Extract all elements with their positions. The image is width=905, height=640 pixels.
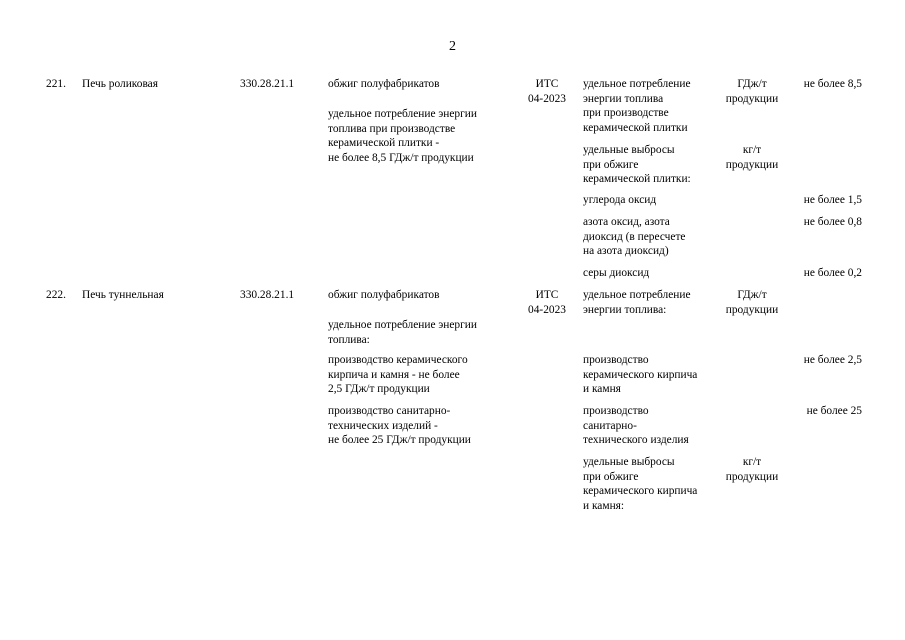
indicator-unit: кг/т продукции [725,456,779,483]
indicator-value: не более 0,8 [803,216,862,228]
indicator-value: не более 2,5 [803,354,862,366]
indicator-unit: ГДж/т продукции [725,78,779,105]
indicator-text: производство керамического кирпича и камня [583,354,698,396]
row-number: 222. [46,289,66,301]
reference-document: ИТС 04-2023 [528,289,566,316]
indicator-value: не более 25 [806,405,862,417]
process-description: удельное потребление энергии топлива при производстве керамической плитки - не более 8,5 ГДж/т продукции [328,108,477,164]
indicator-text: углерода оксид [583,194,657,206]
equipment-code: 330.28.21.1 [240,289,295,301]
process-title: обжиг полуфабрикатов [328,289,440,301]
equipment-code: 330.28.21.1 [240,78,295,90]
indicator-text: удельные выбросы при обжиге керамической плитки: [583,144,691,186]
indicator-unit: кг/т продукции [725,144,779,171]
indicator-text: азота оксид, азота диоксид (в пересчете на азота диоксид) [583,216,686,258]
indicator-text: удельные выбросы при обжиге керамического кирпича и камня: [583,456,698,512]
indicator-text: производство санитарно- технического изделия [583,405,689,447]
indicator-text: серы диоксид [583,267,650,279]
indicator-unit: ГДж/т продукции [725,289,779,316]
process-description: производство керамического кирпича и камня - не более 2,5 ГДж/т продукции [328,354,468,396]
equipment-name: Печь роликовая [82,78,158,90]
indicator-text: удельное потребление энергии топлива: [583,289,691,316]
indicator-value: не более 8,5 [803,78,862,90]
row-number: 221. [46,78,66,90]
indicator-value: не более 1,5 [803,194,862,206]
reference-document: ИТС 04-2023 [528,78,566,105]
page-number: 2 [449,39,456,54]
indicator-text: удельное потребление энергии топлива при производстве керамической плитки [583,78,691,134]
indicator-value: не более 0,2 [803,267,862,279]
process-description: удельное потребление энергии топлива: [328,319,477,346]
process-description: производство санитарно- технических изделий - не более 25 ГДж/т продукции [328,405,471,447]
equipment-name: Печь туннельная [82,289,164,301]
process-title: обжиг полуфабрикатов [328,78,440,90]
